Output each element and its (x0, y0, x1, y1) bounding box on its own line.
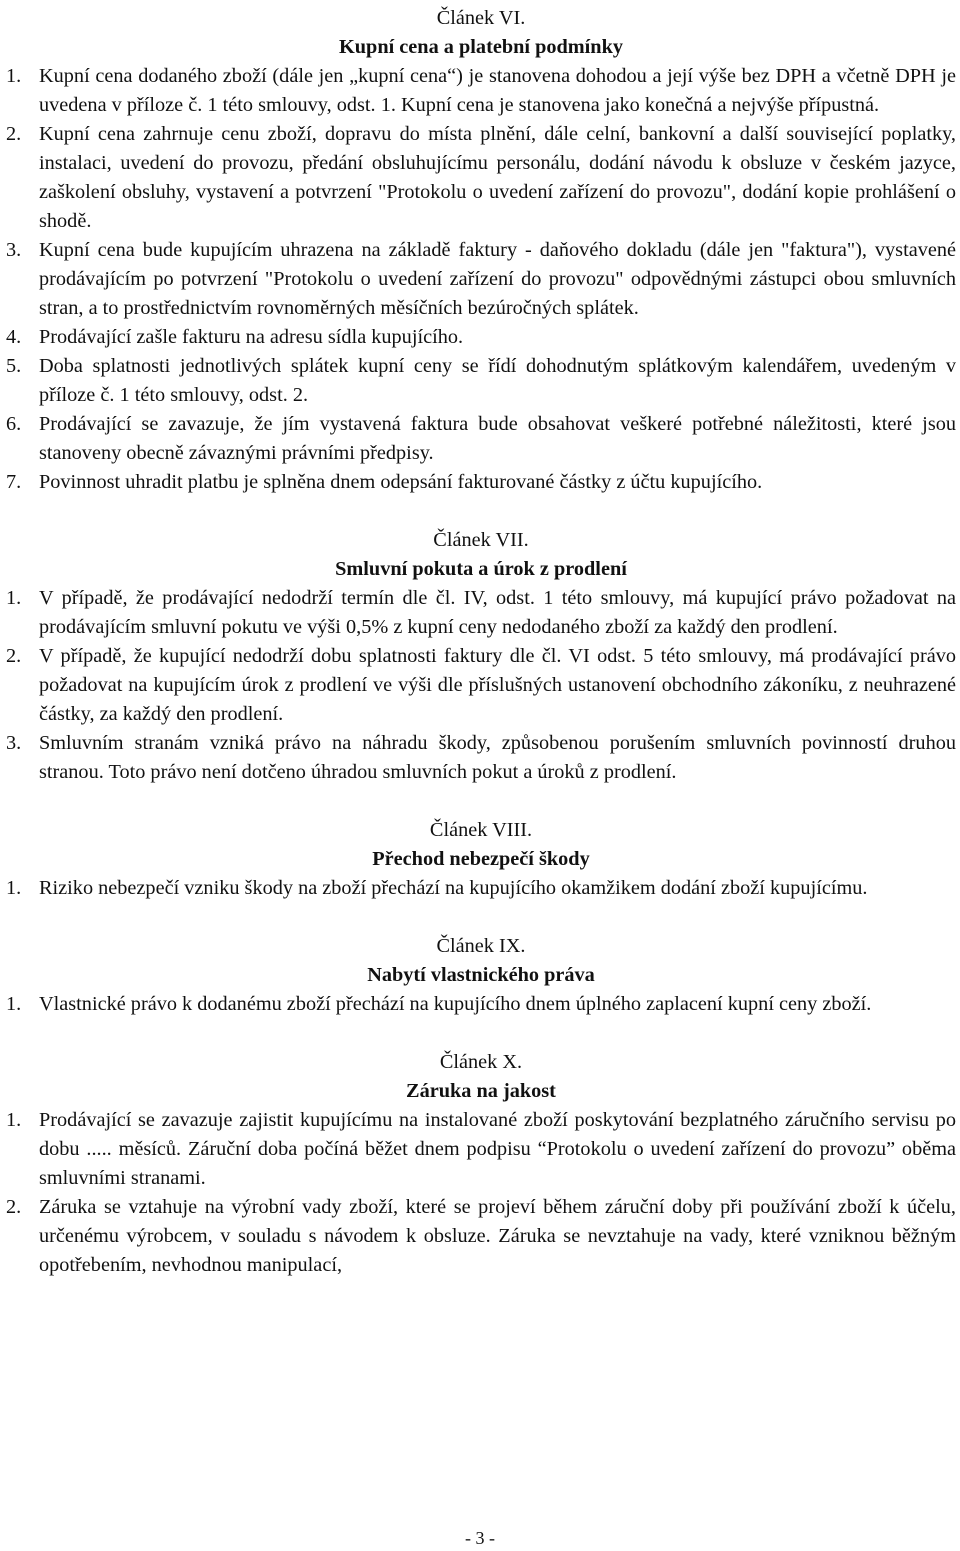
item-number: 7. (6, 471, 22, 493)
list-item (6, 729, 956, 787)
item-number: 1. (6, 65, 22, 87)
list-item (6, 62, 956, 120)
item-text: Povinnost uhradit platbu je splněna dnem odepsání fakturované částky z účtu kupujícího. (39, 471, 763, 493)
item-text: Prodávající zašle fakturu na adresu sídla kupujícího. (39, 326, 464, 348)
item-number: 3. (6, 239, 22, 261)
article-6 (6, 4, 956, 497)
item-text: Vlastnické právo k dodanému zboží přechází na kupujícího dnem úplného zaplacení kupní ceny zboží. (39, 993, 872, 1015)
list-item (6, 642, 956, 729)
article-number: Článek VI. (436, 7, 526, 29)
list-item (6, 352, 956, 410)
article-title: Záruka na jakost (406, 1080, 556, 1102)
article-number: Článek X. (439, 1051, 523, 1073)
item-text: Prodávající se zavazuje zajistit kupujícímu na instalované zboží poskytování bezplatného záručního servisu po dobu ..... měsíců. Záruční doba počíná běžet dnem podpisu “Protokolu o uvedení zařízení do provozu” oběma smluvními stranami. (39, 1109, 956, 1189)
item-text: Prodávající se zavazuje, že jím vystavená faktura bude obsahovat veškeré potřebné náležitosti, které jsou stanoveny obecně závaznými právními předpisy. (39, 413, 956, 464)
spacer (6, 1019, 956, 1048)
list-item (6, 236, 956, 323)
list-item (6, 584, 956, 642)
item-text: Kupní cena zahrnuje cenu zboží, dopravu do místa plnění, dále celní, bankovní a další související poplatky, instalaci, uvedení do provozu, předání obsluhujícímu personálu, dodání návodu k obsluze v českém jazyce, zaškolení obsluhy, vystavení a potvrzení "Protokolu o uvedení zařízení do provozu", dodání kopie prohlášení o shodě. (39, 123, 956, 232)
list-item (6, 1106, 956, 1193)
item-number: 2. (6, 123, 22, 145)
spacer (6, 497, 956, 526)
spacer (6, 903, 956, 932)
item-number: 5. (6, 355, 22, 377)
list-item (6, 468, 956, 497)
article-title: Smluvní pokuta a úrok z prodlení (335, 558, 627, 580)
item-text: Kupní cena dodaného zboží (dále jen „kupní cena“) je stanovena dohodou a její výše bez DPH a včetně DPH je uvedena v příloze č. 1 této smlouvy, odst. 1. Kupní cena je stanovena jako konečná a nejvýše přípustná. (39, 65, 956, 116)
article-title: Nabytí vlastnického práva (367, 964, 595, 986)
item-text: V případě, že prodávající nedodrží termín dle čl. IV, odst. 1 této smlouvy, má kupující právo požadovat na prodávajícím smluvní pokutu ve výši 0,5% z kupní ceny nedodaného zboží za každý den prodlení. (39, 587, 956, 638)
item-text: Kupní cena bude kupujícím uhrazena na základě faktury - daňového dokladu (dále jen "faktura"), vystavené prodávajícím po potvrzení "Protokolu o uvedení zařízení do provozu" odpovědnými zástupci obou smluvních stran, a to prostřednictvím rovnoměrných měsíčních bezúročných splátek. (39, 239, 956, 319)
article-8 (6, 816, 956, 903)
item-text: Záruka se vztahuje na výrobní vady zboží, které se projeví během záruční doby při používání zboží k účelu, určenému výrobcem, v souladu s návodem k obsluze. Záruka se nevztahuje na vady, které vzniknou běžným opotřebením, nevhodnou manipulací, (39, 1196, 956, 1276)
article-number: Článek VIII. (429, 819, 533, 841)
item-number: 2. (6, 1196, 22, 1218)
item-number: 1. (6, 587, 22, 609)
article-number: Článek VII. (433, 529, 529, 551)
list-item (6, 990, 956, 1019)
article-7 (6, 526, 956, 787)
item-number: 4. (6, 326, 22, 348)
article-number: Článek IX. (436, 935, 526, 957)
spacer (6, 787, 956, 816)
article-title: Kupní cena a platební podmínky (338, 36, 624, 58)
page-number: - 3 - (465, 1528, 495, 1548)
article-title: Přechod nebezpečí škody (372, 848, 590, 870)
item-number: 3. (6, 732, 22, 754)
document-page (6, 4, 956, 1280)
item-text: Doba splatnosti jednotlivých splátek kupní ceny se řídí dohodnutým splátkovým kalendářem, uvedeným v příloze č. 1 této smlouvy, odst. 2. (39, 355, 956, 406)
list-item (6, 874, 956, 903)
article-9 (6, 932, 956, 1019)
item-text: V případě, že kupující nedodrží dobu splatnosti faktury dle čl. VI odst. 5 této smlouvy, má prodávající právo požadovat na kupujícím úrok z prodlení ve výši dle příslušných ustanovení obchodního zákoníku, z neuhrazené částky, za každý den prodlení. (39, 645, 956, 725)
item-number: 2. (6, 645, 22, 667)
list-item (6, 410, 956, 468)
item-number: 1. (6, 877, 22, 899)
item-text: Riziko nebezpečí vzniku škody na zboží přechází na kupujícího okamžikem dodání zboží kupujícímu. (39, 877, 868, 899)
item-text: Smluvním stranám vzniká právo na náhradu škody, způsobenou porušením smluvních povinností druhou stranou. Toto právo není dotčeno úhradou smluvních pokut a úroků z prodlení. (39, 732, 956, 783)
item-number: 1. (6, 1109, 22, 1131)
item-number: 1. (6, 993, 22, 1015)
list-item (6, 120, 956, 236)
list-item (6, 1193, 956, 1280)
item-number: 6. (6, 413, 22, 435)
list-item (6, 323, 956, 352)
article-10 (6, 1048, 956, 1280)
